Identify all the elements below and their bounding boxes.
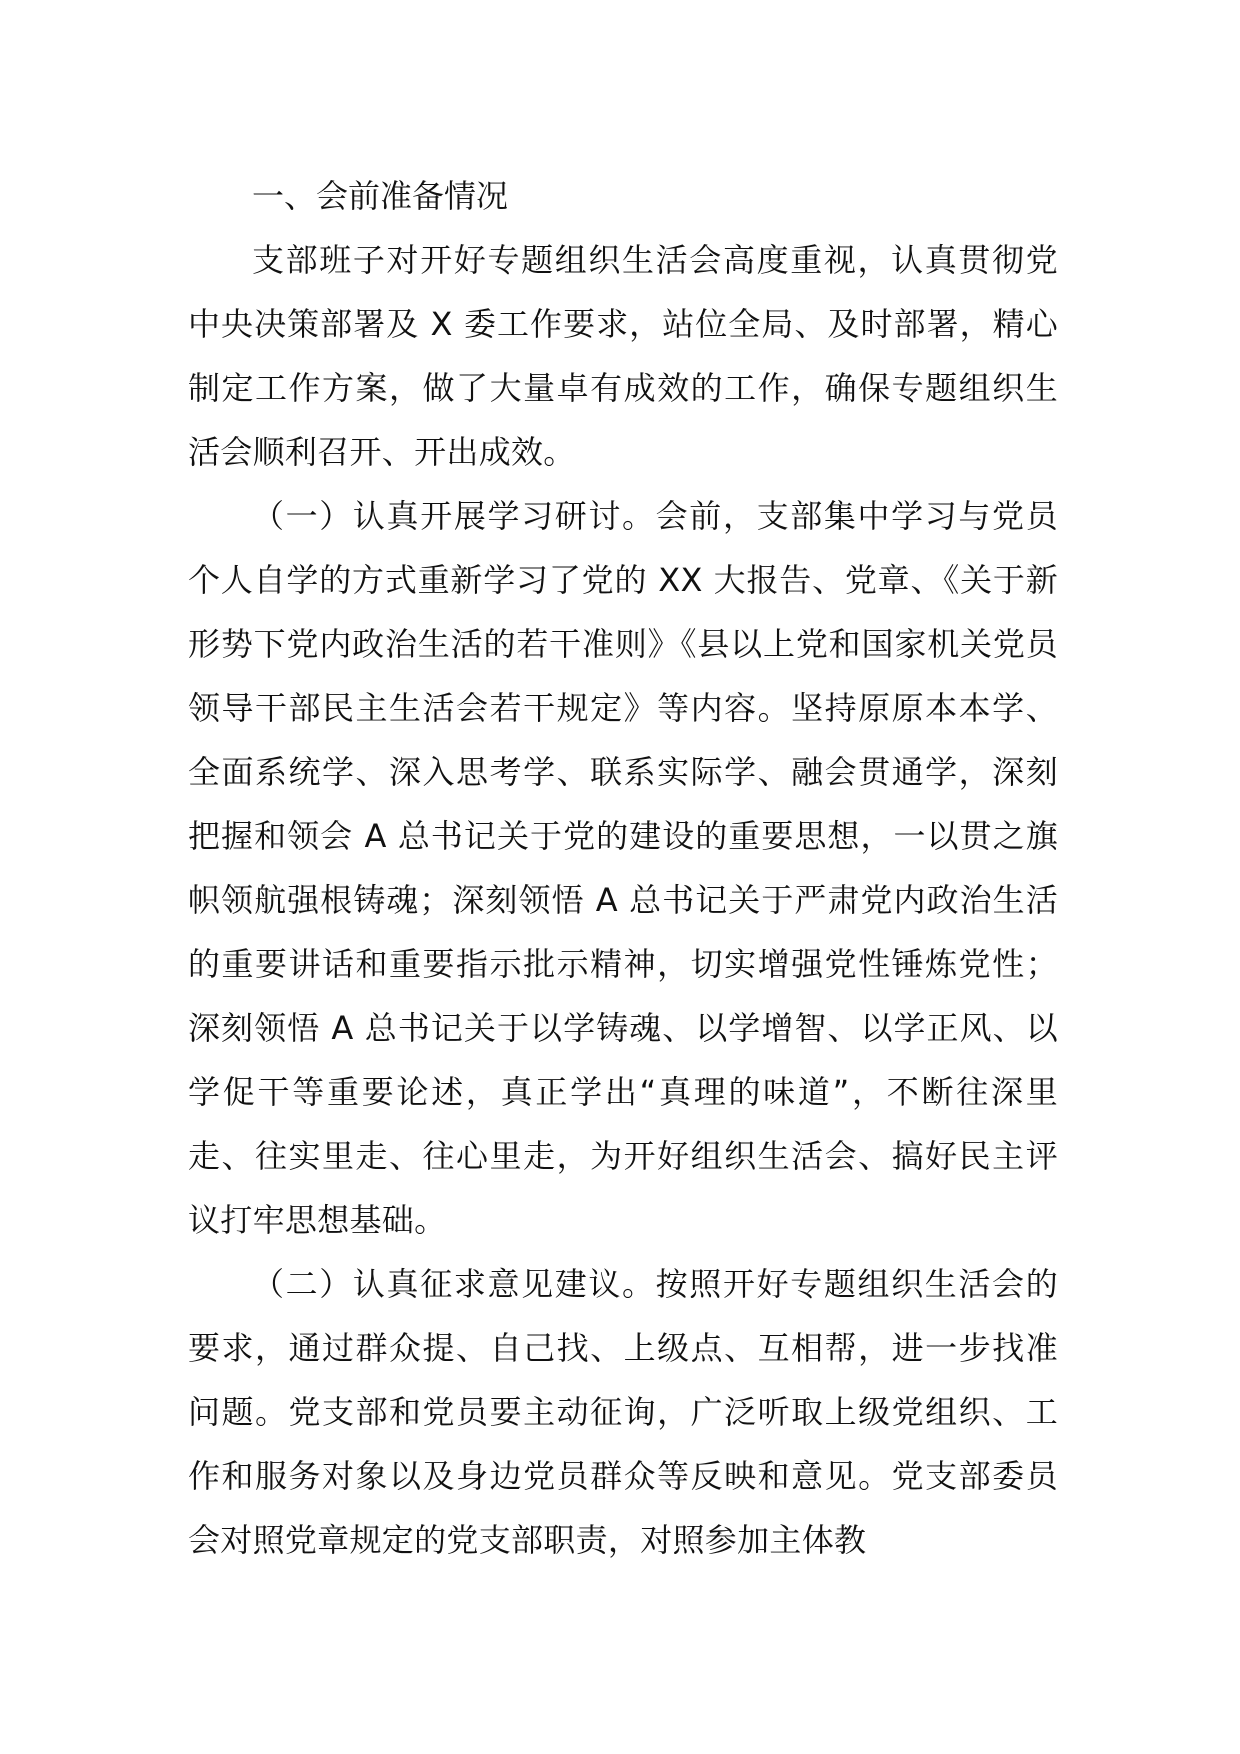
section-heading: 一、会前准备情况 — [252, 177, 509, 215]
paragraph-study-discussion: （一）认真开展学习研讨。会前，支部集中学习与党员个人自学的方式重新学习了党的 XX 大报告、党章、《关于新形势下党内政治生活的若干准则》《县以上党和国家机关党员领导干部民主生活会若干规定》等内容。坚持原原本本学、全面系统学、深入思考学、联系实际学、融会贯通学，深刻把握和领会 A 总书记关于党的建设的重要思想，一以贯之旗帜领航强根铸魂；深刻领悟 A 总书记关于严肃党内政治生活的重要讲话和重要指示批示精神，切实增强党性锤炼党性；深刻领悟 A 总书记关于以学铸魂、以学增智、以学正风、以学促干等重要论述，真正学出“真理的味道”，不断往深里走、往实里走、往心里走，为开好组织生活会、搞好民主评议打牢思想基础。 — [188, 497, 1058, 1239]
paragraph-intro: 支部班子对开好专题组织生活会高度重视，认真贯彻党中央决策部署及 X 委工作要求，站位全局、及时部署，精心制定工作方案，做了大量卓有成效的工作，确保专题组织生活会顺利召开、开出成效。 — [188, 241, 1058, 471]
paragraph-solicit-opinions: （二）认真征求意见建议。按照开好专题组织生活会的要求，通过群众提、自己找、上级点、互相帮，进一步找准问题。党支部和党员要主动征询，广泛听取上级党组织、工作和服务对象以及身边党员群众等反映和意见。党支部委员会对照党章规定的党支部职责，对照参加主体教 — [188, 1265, 1058, 1559]
document-body — [188, 164, 1058, 1572]
